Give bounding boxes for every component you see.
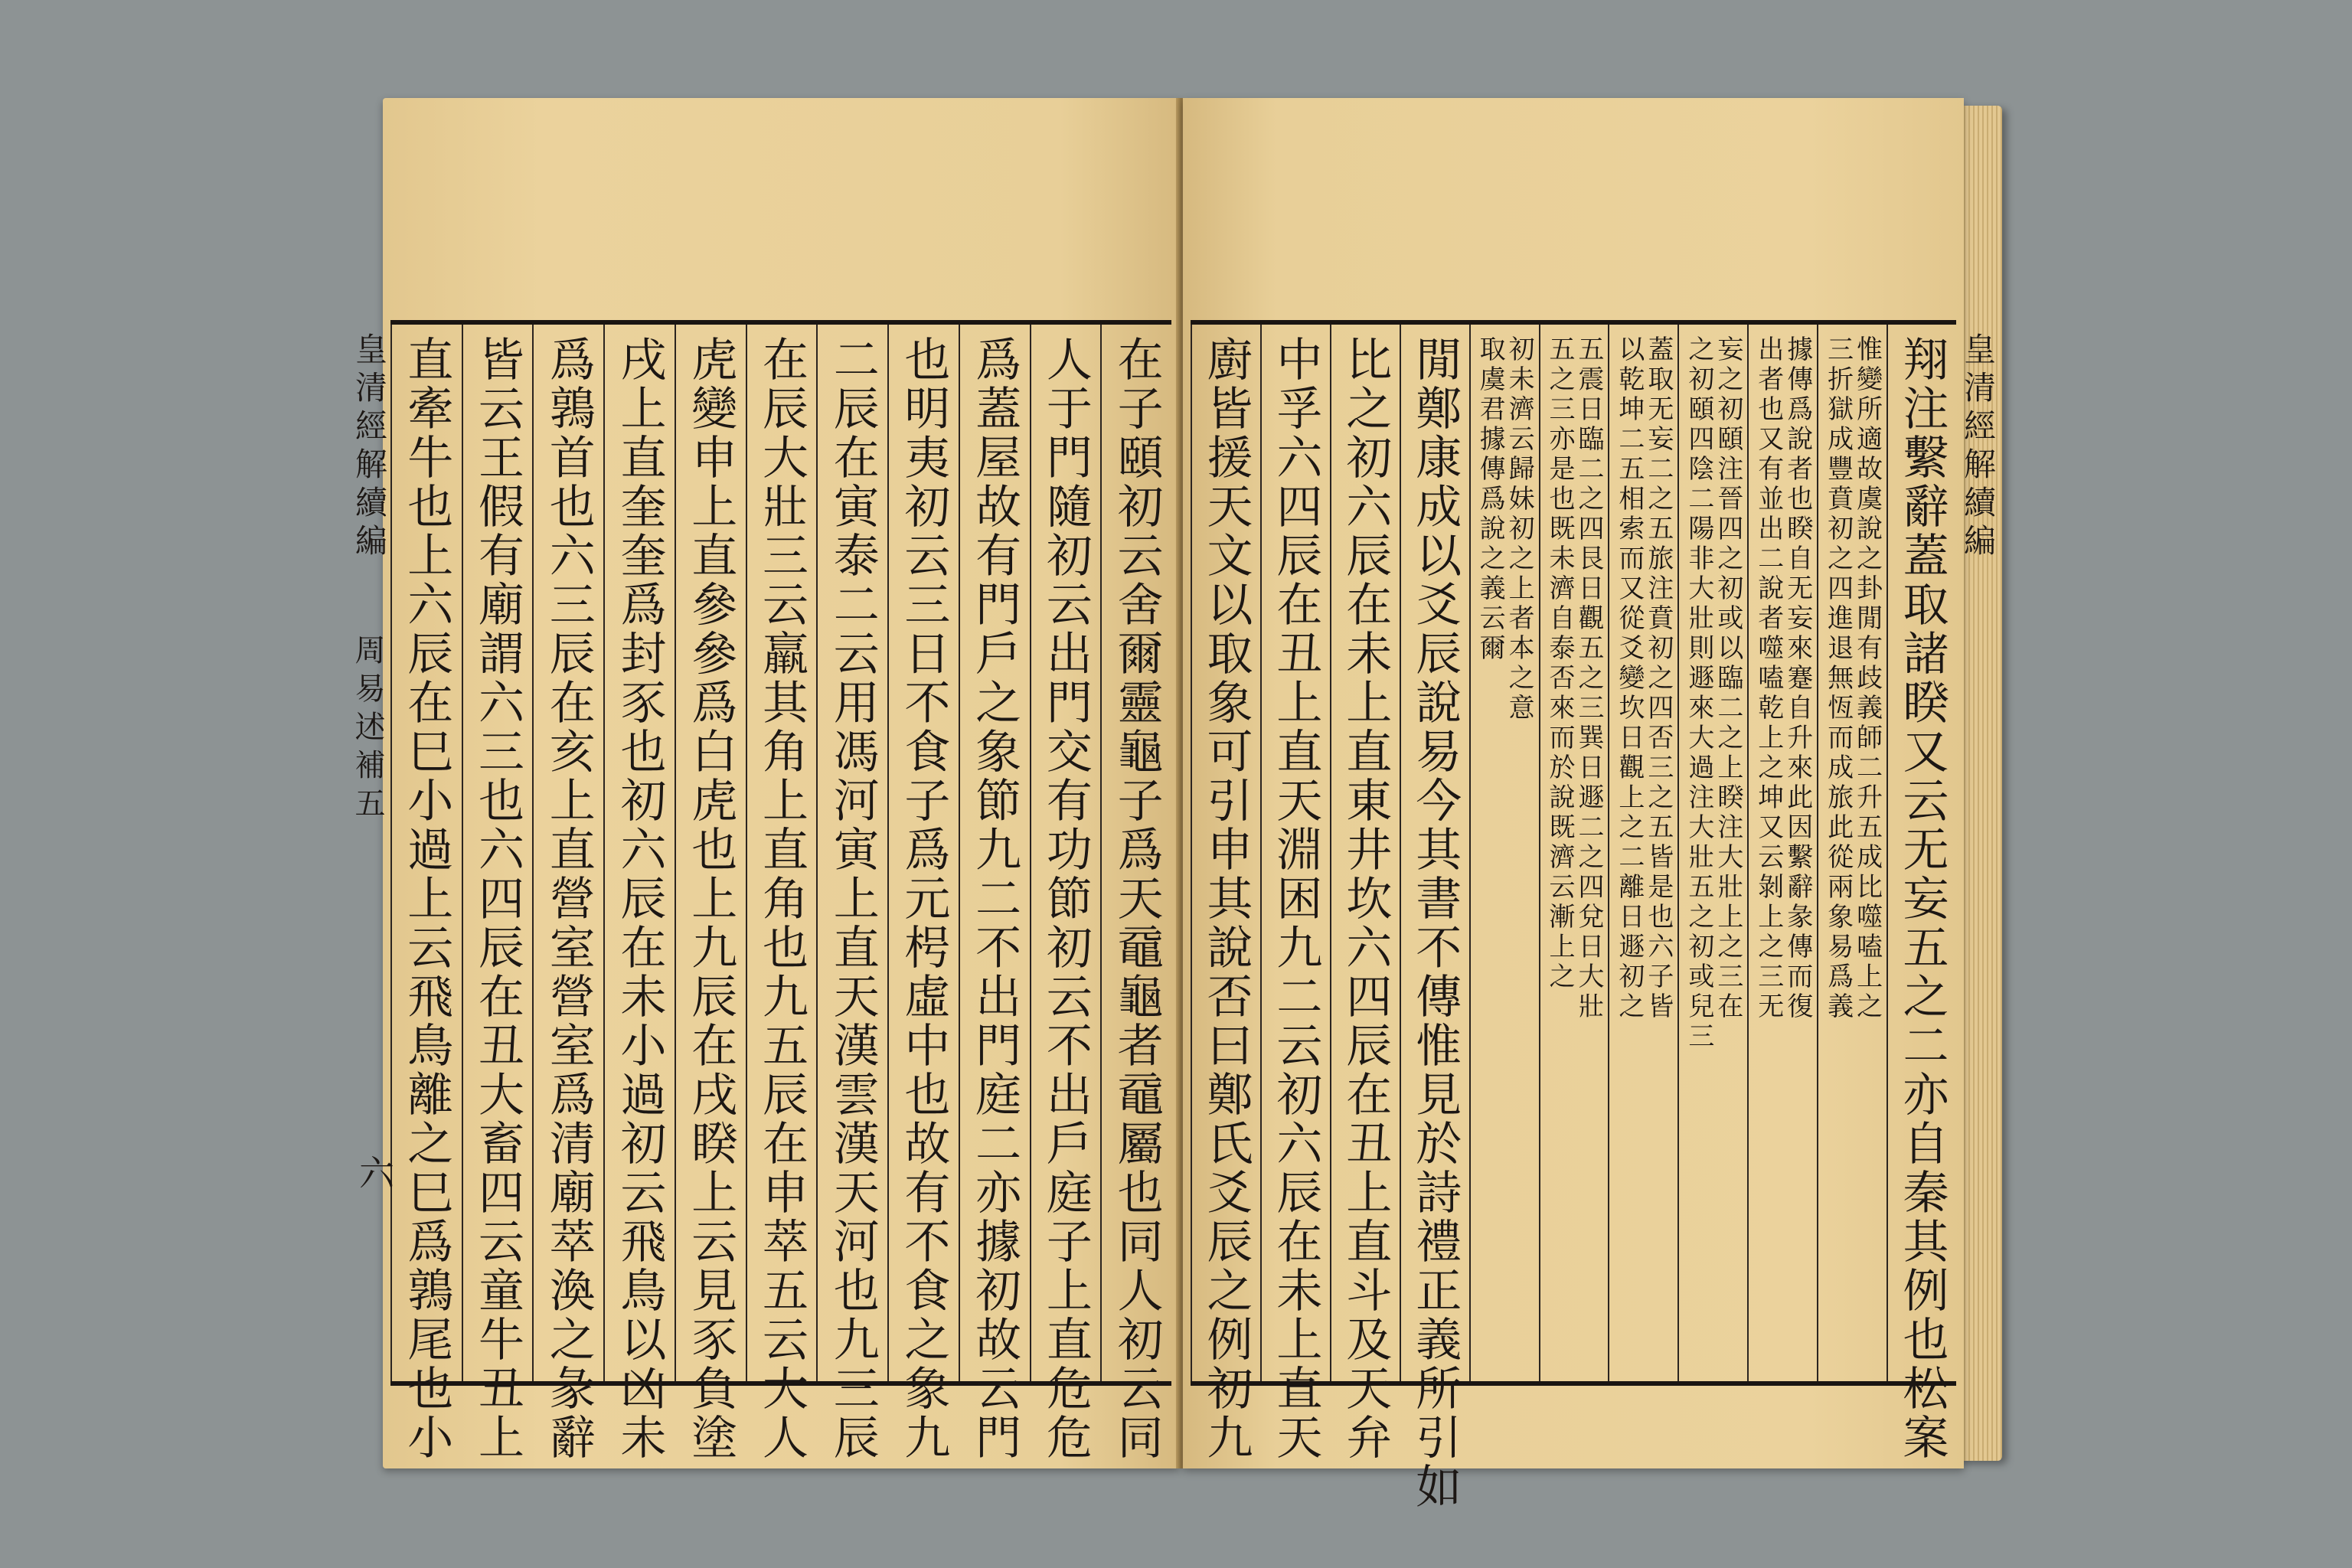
- column-text: 爲蓋屋故有門戶之象節九二不出門庭二亦據初故云門: [968, 335, 1022, 1462]
- text-column: [1191, 325, 1260, 1462]
- column-text: 爲鶉首也六三辰在亥上直營室營室爲清廟萃渙之彖辭: [541, 335, 596, 1462]
- text-column: [1030, 325, 1101, 1462]
- annotation-column: [1539, 325, 1609, 1381]
- annotation-line: 三折獄成豐賁初之四進退無恆而成旅此從兩象易爲義: [1822, 335, 1854, 1022]
- left-page: [350, 98, 1179, 1468]
- column-text: 閒鄭康成以爻辰說易今其書不傳惟見於詩禮正義所引如: [1408, 335, 1462, 1511]
- left-folio-number: 六: [354, 1155, 395, 1190]
- annotation-line: 五震日臨二之四艮日觀五之三巽日遯二之四兌日大壯: [1573, 335, 1605, 1022]
- left-columns: [390, 325, 1171, 1462]
- right-columns: [1191, 325, 1956, 1511]
- annotation-line: 以乾坤二五相索而又從爻變坎日觀上之二離日遯初之: [1613, 335, 1645, 1022]
- annotation-column: [1608, 325, 1677, 1381]
- annotation-line: 惟變所適故虞說之卦閒有歧義師二升五成比噬嗑上之: [1851, 335, 1883, 1022]
- open-book: [350, 98, 2014, 1511]
- annotation-line: 之初頤四陰二陽非大壯則遯來大過注大壯五之初或兒三: [1683, 335, 1714, 1052]
- annotation-line: 取虞君據傳爲說之義云爾: [1475, 335, 1506, 664]
- text-column: [1100, 325, 1171, 1462]
- column-text: 二辰在寅泰二云用馮河寅上直天漢雲漢天河也九三辰: [825, 335, 880, 1462]
- annotation-line: 據傳爲說者也睽自无妄來蹇自升來此因繫辭彖傳而復: [1782, 335, 1813, 1022]
- text-column: [816, 325, 887, 1462]
- annotation-line: 出者也又有並出二說者噬嗑乾上之坤又云剝上之三无: [1753, 335, 1784, 1022]
- column-text: 在辰大壯三云羸其角上直角也九五辰在申萃五云大人: [754, 335, 808, 1462]
- column-text: 廚皆援天文以取象可引申其說否曰鄭氏爻辰之例初九: [1199, 335, 1253, 1462]
- text-column: [532, 325, 603, 1462]
- annotation-column: [1817, 325, 1886, 1381]
- text-column: [390, 325, 462, 1462]
- text-column: [746, 325, 817, 1462]
- right-page: [1183, 98, 1997, 1511]
- text-column: [887, 325, 959, 1462]
- annotation-column: [1747, 325, 1817, 1381]
- column-text: 也明夷初云三日不食子爲元枵虛中也故有不食之象九: [897, 335, 951, 1462]
- column-text: 皆云王假有廟謂六三也六四辰在丑大畜四云童牛丑上: [471, 335, 525, 1462]
- column-text: 戌上直奎奎爲封豕也初六辰在未小過初云飛鳥以凶未: [612, 335, 667, 1462]
- column-text: 直牽牛也上六辰在巳小過上云飛鳥離之巳爲鶉尾也小: [400, 335, 454, 1462]
- annotation-line: 五之三亦是也既未濟自泰否來而於說既濟云漸上之: [1544, 335, 1576, 992]
- text-column: [675, 325, 746, 1462]
- left-margin-column: [346, 325, 392, 1381]
- annotation-column: [1677, 325, 1747, 1381]
- text-column: [959, 325, 1030, 1462]
- right-text-frame: [1191, 320, 1997, 1511]
- column-text: 中孚六四辰在丑上直天淵困九二云初六辰在未上直天: [1269, 335, 1323, 1462]
- right-margin-title: 皇清經解續編: [1959, 332, 1997, 562]
- text-column: [1400, 325, 1469, 1511]
- left-section-title: 周易述補五: [350, 634, 385, 825]
- text-column: [462, 325, 533, 1462]
- text-column: [1886, 325, 1956, 1462]
- column-text: 虎變申上直參參爲白虎也上九辰在戌睽上云見豕負塗: [684, 335, 738, 1462]
- text-column: [1260, 325, 1330, 1462]
- right-margin-column: [1955, 325, 2001, 1381]
- annotation-line: 初未濟云歸妹初之上者本之意: [1504, 335, 1535, 724]
- column-text: 在子頤初云舍爾靈龜子爲天黿龜者黿屬也同人初云同: [1109, 335, 1164, 1462]
- annotation-line: 妄之初頤注晉四之初或以臨二之上睽注大壯上之三在: [1712, 335, 1743, 1022]
- column-text: 人于門隨初云出門交有功節初云不出戶庭子上直危危: [1038, 335, 1093, 1462]
- text-column: [1330, 325, 1400, 1462]
- text-column: [603, 325, 675, 1462]
- annotation-column: [1469, 325, 1539, 1381]
- column-text: 翔注繫辭蓋取諸睽又云无妄五之二亦自秦其例也松案: [1895, 335, 1949, 1462]
- column-text: 比之初六辰在未上直東井坎六四辰在丑上直斗及天弁: [1338, 335, 1393, 1462]
- annotation-line: 蓋取无妄二之五旅注賁初之四否三之五皆是也六子皆: [1642, 335, 1674, 1022]
- left-margin-title: 皇清經解續編: [351, 332, 388, 562]
